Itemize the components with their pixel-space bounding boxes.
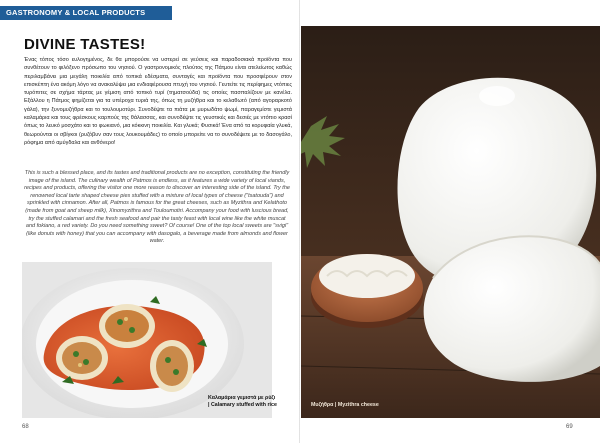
caption-right: Μυζήθρα | Myzithra cheese (311, 402, 379, 408)
caption-left-greek: Καλαμάρια γεμιστά με ρύζι (208, 395, 276, 401)
page-number-right: 69 (566, 424, 573, 430)
caption-left (208, 395, 277, 409)
greek-body-text: Ένας τόπος τόσο ευλογημένος, δε θα μπορούσε να υστερεί σε γεύσεις και παραδοσιακά προϊόντα που συνθέτουν το φιλόξενο πρόσωπο του νησιού. Ο γαστρονομικός πλούτος της Πάτμου είναι ατελείωτος καθώς περιλαμβάνει μια μεγάλη ποικιλία από τοπικά εδέσματα, συνταγές και προϊόντα που προσφέρουν στον επισκέπτη ένα ακόμη λόγο να ανακαλύψει μια ενδιαφέρουσα πτυχή του νησιού. Γευτείτε τις περίφημες ντόπιες τυρόπιτες σε σχήμα τάρτας με γέμιση από τοπικό τυρί (τηματσούδα) τις οποίες πασπαλίζουν με κανέλα. Εξάλλου η Πάτμος φημίζεται για τα υπέροχα τυριά της, όπως τη μυζήθρα και το κελαθωτό (από αγοραρκοτό γάλα), την ξυνομυζήθρα και το τουλουμοτύρι. Συνοδέψτε τα πιάτα με μυρωδάτο ψωμί, παραγεμίστε γεμιστά καλαμάρια και τους φρέσκους καρπούς της θάλασσας, και συνοδέψτε τις γευστικές και δεσιές με ντόπιο κρασί όπως το λευκό μοσχάτο και το φωκιανό, μια κόκκινη ποικιλία. Και γλυκά; Φυσικά! Ένα από τα κορυφαία γλυκά, θεωρούνται οι σβίγκοι (ρυζόβυν σαν τους λουκουμάδες) το οποίο μπορείτε να το συνοδέψετε με το δασογάλο, ρόφημα από αμύγδαλα και ανθόνερο! (24, 57, 293, 146)
page-number-left: 68 (22, 424, 29, 430)
section-label: GASTRONOMY & LOCAL PRODUCTS (6, 8, 146, 17)
page-title: DIVINE TASTES! (24, 36, 146, 53)
section-header-bar (0, 6, 172, 20)
caption-left-english: | Calamary stuffed with rice (208, 402, 277, 408)
myzithra-cheese-icon (301, 26, 600, 418)
english-body-text: This is such a blessed place, and its tastes and traditional products are no exception, constituting the friendly image of the island. The culinary wealth of Patmos is endless, as it features a wide variety of local viands, recipes and products, offering the visitor one more reason to discover an interesting side of the island. Try the renowned local tarte shaped cheese pies stuffed with a mixture of local types of cheese ("tsatouda") and sprinkled with cinnamon. After all, Patmos is famous for the great cheeses, such as Myzithra and Kelathoto (made from goat and sheep milk), Xinomyzithra and Touloumotiri. Accompany your food with luscious bread, try the stuffed calamari and the fresh seafood and pair the tasty feast with local wine like the white muscat and fokiano, a red variety. Do you need something sweet? Of course! One of the top local sweets are "svigi" (like donuts with honey) that you can accompany with dasogalo, a beverage made from almonds and flower water. (24, 170, 290, 245)
myzithra-cheese-photo (301, 26, 600, 418)
